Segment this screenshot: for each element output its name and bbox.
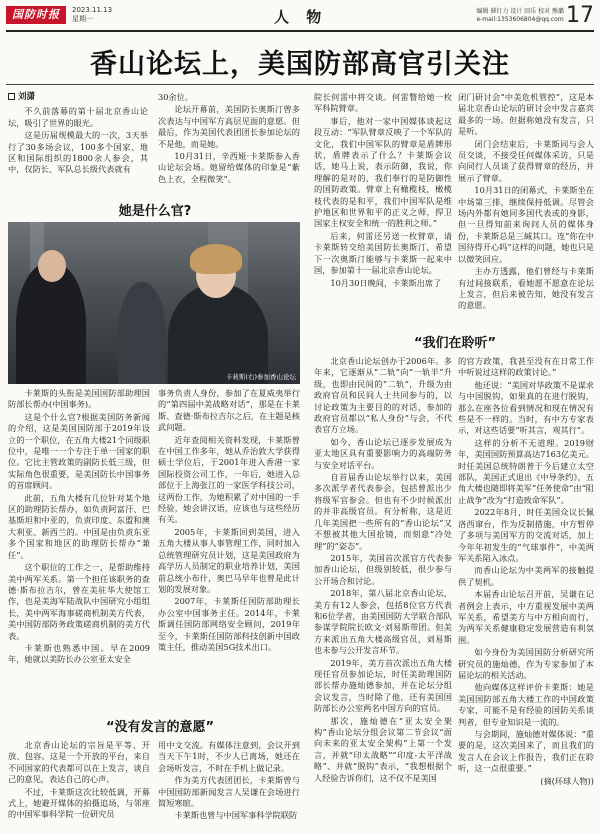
paragraph: 此前，五角大楼有几位针对某个地区的助理防长帮办，如负责阿富汗、巴基斯坦和中亚的，负责印度、东盟和澳大利亚、新西兰的。中国是由负责东亚多个国家和地区的助理防长帮办“兼任”。 xyxy=(8,492,150,560)
column-1-mid xyxy=(8,388,150,667)
paragraph: 后来，何雷还另送一枚臂章，请卡莱斯转交给美国防长奥斯汀，希望下一次奥斯汀能够与卡莱斯一起来中国，参加第十一届北京香山论坛。 xyxy=(314,230,452,276)
paragraph: 的官方政策，我甚至没有在日常工作中听说过这样的政策讨论。” xyxy=(458,356,594,378)
author-name: 刘潇 xyxy=(18,92,36,102)
paragraph: 这是个什么官?根据美国防务新闻的介绍，这是美国国防部于2019年设立的一个职位，在五角大楼21个同级职位中，是唯一一个专注于单一国家的职位。它比主管政策的副防长低三级，但实际角色很重要，是美国防长中国事务的首席顾问。 xyxy=(8,411,150,491)
column-3-bottom xyxy=(314,356,452,785)
byline xyxy=(8,92,148,103)
paragraph: 本届香山论坛召开前，吴谦在记者例会上表示，中方重视发展中美两军关系，希望美方与中方相向而行，为两军关系健康稳定发展营造有利氛围。 xyxy=(458,589,594,645)
column-4-top xyxy=(458,92,594,313)
column-2-top xyxy=(158,92,300,186)
paragraph: 与会期间，施灿德对媒体说：“重要的是，这次美国来了，而且我们的发言人在会议上作报告，我们正在聆听，这一点很重要。” xyxy=(458,729,594,774)
person-left-face xyxy=(38,250,66,282)
photo-caption: 卡莉斯(右)参加香山论坛 xyxy=(225,373,296,381)
paragraph: 这个职位的工作之一，是帮助维持美中两军关系。第一个担任该职务的查德·斯布拉吉尔，曾在美驻华大使馆工作，也是美海军陆战队中国研究小组组长，美中两军海事磋商机制美方代表，美中国防部防务政策磋商机制的美方代表。 xyxy=(8,562,150,641)
paragraph: 事务负责人身份，参加了在夏威夷举行的“第四届中美战略对话”，那是在卡莱斯、查德·斯布拉吉尔之后，在主题是核武问题。 xyxy=(158,388,300,433)
date-text: 2023.11.13 xyxy=(72,6,113,14)
paragraph: 闭门会结束后，卡莱斯同与会人员交谈，不接受任何媒体采访，只是向同行人员谈了获得臂章的经历，并展示了臂章。 xyxy=(458,138,594,183)
column-2-bottom xyxy=(158,740,300,823)
column-3-top xyxy=(314,92,452,290)
paragraph: 论坛开幕前，美国防长奥斯汀曾多次表达与中国军方高层见面的意愿。但最后，作为美国代表团团长参加论坛的不是他，而是她。 xyxy=(158,104,300,149)
paragraph: 他向媒体这样评价卡莱斯：她是美国国防部五角大楼工作的中国政策专家，可能不是有经验的国防关系谈判者，但专业知识是一流的。 xyxy=(458,682,594,727)
column-4-bottom xyxy=(458,356,594,788)
paragraph: 如今，香山论坛已逐步发展成为亚太地区具有重要影响力的高端防务与安全对话平台。 xyxy=(314,436,452,470)
paragraph: 如今身份为美国国防分析研究所研究员的施灿德，作为专家参加了本届论坛的相关活动。 xyxy=(458,647,594,680)
editor-credits xyxy=(476,8,564,24)
paragraph: 这是历届规模最大的一次，3天举行了30多场会议，100多个国家、地区和国际组织的1800余人参会，其中，仅防长、军队总长级代表就有 xyxy=(8,130,148,175)
news-photo xyxy=(8,222,300,384)
paragraph: 2022年8月，时任美国众议长佩洛西窜台，作为反制措施，中方暂停了多项与美国军方的交流对话，加上今年年初发生的“气球事件”，中美两军关系陷入冰点。 xyxy=(458,507,594,563)
square-icon xyxy=(8,93,15,100)
woman-silhouette xyxy=(168,284,268,384)
email-line: e-mail:1353606804@qq.com xyxy=(476,16,564,23)
paragraph: 自首届香山论坛举行以来，美国多次派学者代表参会，包括曾派出少将级军官参会。但也有不少时候派出的并非高级官员。有分析称，这是近几年美国把一些所有的“香山论坛”又不想被其他大国抢镜，而刻意“冷处理”的“姿态”。 xyxy=(314,472,452,551)
paragraph: 10月30日晚间，卡莱斯出席了 xyxy=(330,277,442,288)
paragraph: 30余位。 xyxy=(158,92,193,102)
source-note: (摘(环球人物)) xyxy=(540,775,594,786)
paragraph: 2007年，卡莱斯任国防部助理长办公室中国事务主任。2014年，卡莱斯调任国防部网络安全顾问，2019年至今，卡莱斯任国防部科技创新中国政策主任，推动美国5G技术出口。 xyxy=(158,596,300,652)
paragraph: 用中文交流。有媒体注意到，会议开到当天下午1时，不少人已离场，她还在会场听发言，不时在手机上做记录。 xyxy=(158,740,300,773)
subhead-no-speech: “没有发言的意愿” xyxy=(105,720,215,735)
weekday-text: 星期一 xyxy=(72,15,93,23)
paragraph: 院长何雷中将交谈。何雷瞥给她一枚军科院臂章。 xyxy=(314,92,452,114)
issue-date xyxy=(72,6,112,24)
article-headline: 香山论坛上，美国防部高官引关注 xyxy=(90,49,510,80)
paragraph: 北京香山论坛创办于2006年。多年来，它逐渐从“二轨”向“一轨半”升级，也即由民间的“二轨”，升级为由政府官员和民间人士共同参与的，以讨论政策为主要目的的对话，参加的政府官员都以“私人身份”与会，不代表官方立场。 xyxy=(314,356,452,435)
paragraph: 闭门研讨会“中美危机管控”，这是本届北京香山论坛的研讨会中发言嘉宾最多的一场。但据称她没有发言，只是听。 xyxy=(458,92,594,137)
paragraph: 他还说：“美国对华政策不是谋求与中国脱钩，如果真的在进行脱钩，那么在座各位看到情况和现在情况有些是不一样的。当时，有中方专家表示，对这些话要“听其言，观其行”。 xyxy=(458,379,594,436)
paragraph: 10月31日的闭幕式，卡莱斯坐在中场第三排，继续保持低调。尽管会场内外都有她同多国代表或的身影，但一旦得知前来询问人员的媒体身份，卡莱斯总是三缄其口。连“你在中国待得开心吗”这样的问题，她也只是以微笑回应。 xyxy=(458,185,594,264)
paragraph: 事后，他对一家中国媒体谈起这段互动：“军队臂章反映了一个军队的文化，我们中国军队的臂章是盾牌形状，盾牌表示了什么？卡莱斯会议话，她马上说，表示防御，我说，你理解的是对的，我们奉行的是防御性的国防政策。臂章上有橄榄枝，橄榄枝代表的是和平，我们中国军队是维护地区和世界和平的正义之师，捍卫国家主权安全和统一的胜利之师。” xyxy=(314,115,452,229)
paragraph: 卡莱斯也熟悉中国。早在2009年，她就以美防长办公室亚太安全 xyxy=(8,642,150,665)
column-1-bottom xyxy=(8,740,150,822)
headline-rule xyxy=(6,84,594,85)
paragraph: 这样的分析不无道理。2019财年，美国国防预算高达7163亿美元。时任美国总统特朗普于今后建立太空部队，美国正式退出《中导条约》，五角大楼也随即将美军“任务使命”由“阻止战争”改为“打造致命军队”。 xyxy=(458,437,594,505)
paragraph: 2015年，美国首次派官方代表参加香山论坛，但级别较低，很少参与公开场合和讨论。 xyxy=(314,552,452,586)
subhead-who: 她是什么官? xyxy=(118,204,192,219)
newspaper-logo: 国防时报 xyxy=(6,6,66,24)
paragraph: 不过，卡莱斯这次比较低调，开幕式上，她避开媒体的拍摄追场，与邻座的中国军事科学院一位研究员 xyxy=(8,786,150,820)
masthead-rule xyxy=(6,30,594,32)
paragraph: 2005年，卡莱斯回到美国，进入五角大楼从事人事管理工作，同时加入总统管理研究员计划，这是美国政府为高学历人员制定的职业培养计划，美国前总统小布什，奥巴马早年也曾是此计划的发展对象。 xyxy=(158,526,300,594)
person-background-silhouette xyxy=(118,282,166,384)
credits-line: 编辑 催钉力 设计 回乐 校对 熊璐 xyxy=(476,8,564,15)
paragraph: 不久前落幕的第十届北京香山论坛，吸引了世界的眼光。 xyxy=(8,106,148,128)
paragraph: 北京香山论坛的宗旨是平等、开放、包容。这是一个开放的平台，来自不同国家的代表都可以在上发言，谈自己的意见，表达自己的心声。 xyxy=(8,740,150,785)
paragraph: 卡莱斯也曾与中国军事科学院联防 xyxy=(174,810,298,821)
page-number: 17 xyxy=(566,3,594,28)
paragraph: 作为美方代表团团长，卡莱斯曾与中国国防部新闻发言人吴谦在会场进行简短寒暄。 xyxy=(158,775,300,809)
paragraph: 近年查阅相关资料发现，卡莱斯曾在中国工作多年，她从乔治敦大学获得硕士学位后，于2001年进入香港一家国际投资公司工作，一年后，她进入总部位于上海张江的一家医学科技公司，这两份工作，为她积累了对中国的一手经验，她会讲汉语，应该也与这些经历有关。 xyxy=(158,434,300,525)
section-title: 人 物 xyxy=(274,8,328,26)
paragraph: 而香山论坛为中美两军的接触提供了契机。 xyxy=(458,565,594,587)
woman-hair xyxy=(190,244,242,274)
column-2-mid xyxy=(158,388,300,654)
paragraph: 卡莱斯的头衔是美国国防部助理国防部长帮办(中国事务)。 xyxy=(8,388,150,410)
column-1-top xyxy=(8,92,148,177)
paragraph: 那次，施灿德在“亚太安全架构”香山论坛分组会议第二节会议“面向未来的亚太安全架构”上第一个发言，并就“印太战略”“印度-太平洋战略”、并就“脱钩”表示，“我想根据个人经验告诉你们，这不仅不是美国 xyxy=(314,715,452,783)
paragraph: 2019年，美方首次派出五角大楼现任官员参加论坛，时任美助理国防部长帮办施灿德参加，并在论坛分组会议发言，当时除了他，还有美国国防部长办公室两名中国方向的官员。 xyxy=(314,657,452,714)
subhead-listening: “我们在聆听” xyxy=(413,336,497,351)
paragraph: 2018年，第八届北京香山论坛，美方有12人参会，包括8位官方代表和6位学者，由美国国防大学联合部队参谋学院院长欧文·刘易斯带团。但美方来派出五角大楼高级官员，刘易斯也未参与公开发言环节。 xyxy=(314,588,452,656)
paragraph: 10月31日，辛西娅·卡莱斯参入香山论坛会场。她留给媒体的印象是“紫色上衣，全程微笑”。 xyxy=(158,151,300,184)
paragraph: 主办方透露，他们曾经与卡莱斯有过间接联系，看她愿不愿意在论坛上发言，但后来被告知，她没有发言的意愿。 xyxy=(458,266,594,311)
